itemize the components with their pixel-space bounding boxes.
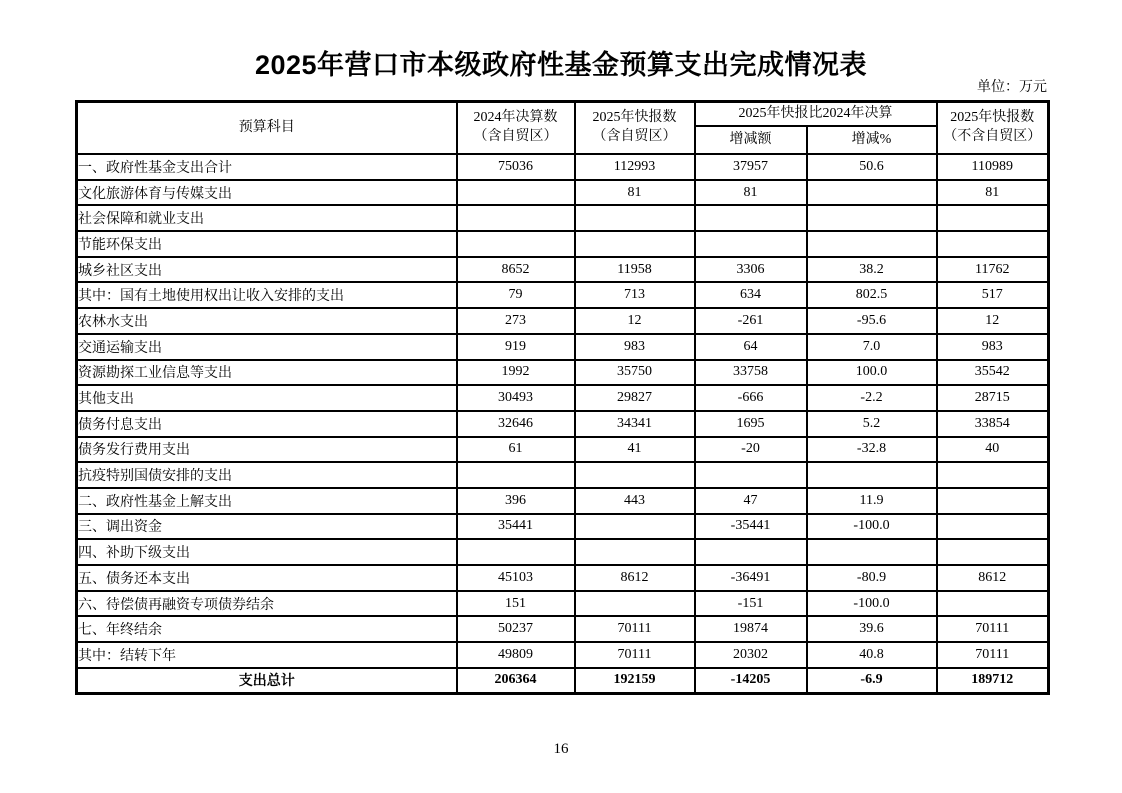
subject-cell: 抗疫特别国债安排的支出 bbox=[77, 462, 457, 488]
value-cell bbox=[807, 539, 937, 565]
value-cell: -95.6 bbox=[807, 308, 937, 334]
value-cell: -261 bbox=[695, 308, 807, 334]
subject-cell: 三、调出资金 bbox=[77, 514, 457, 540]
table-row bbox=[77, 488, 1049, 514]
table-row bbox=[77, 180, 1049, 206]
value-cell bbox=[575, 591, 695, 617]
table-row bbox=[77, 668, 1049, 694]
value-cell: 112993 bbox=[575, 154, 695, 180]
value-cell: 35542 bbox=[937, 360, 1049, 386]
value-cell: 8612 bbox=[937, 565, 1049, 591]
header-diff-percent: 增减% bbox=[807, 126, 937, 154]
value-cell: 64 bbox=[695, 334, 807, 360]
header-2024-line1: 2024年决算数 bbox=[473, 110, 558, 126]
value-cell bbox=[457, 539, 575, 565]
value-cell bbox=[937, 591, 1049, 617]
value-cell bbox=[937, 539, 1049, 565]
value-cell: 443 bbox=[575, 488, 695, 514]
value-cell: -666 bbox=[695, 385, 807, 411]
value-cell: 39.6 bbox=[807, 616, 937, 642]
subject-cell: 债务付息支出 bbox=[77, 411, 457, 437]
header-subject: 预算科目 bbox=[77, 102, 457, 155]
header-comparison: 2025年快报比2024年决算 bbox=[695, 102, 937, 127]
table-row bbox=[77, 437, 1049, 463]
value-cell bbox=[457, 205, 575, 231]
subject-cell: 其中：国有土地使用权出让收入安排的支出 bbox=[77, 282, 457, 308]
value-cell: 81 bbox=[695, 180, 807, 206]
value-cell: 12 bbox=[937, 308, 1049, 334]
value-cell: -100.0 bbox=[807, 514, 937, 540]
value-cell: 75036 bbox=[457, 154, 575, 180]
value-cell: 34341 bbox=[575, 411, 695, 437]
value-cell bbox=[807, 231, 937, 257]
value-cell: 33758 bbox=[695, 360, 807, 386]
value-cell: 192159 bbox=[575, 668, 695, 694]
value-cell bbox=[807, 180, 937, 206]
value-cell: 713 bbox=[575, 282, 695, 308]
table-row bbox=[77, 282, 1049, 308]
subject-cell: 二、政府性基金上解支出 bbox=[77, 488, 457, 514]
budget-table bbox=[75, 100, 1050, 695]
value-cell: -100.0 bbox=[807, 591, 937, 617]
value-cell: 396 bbox=[457, 488, 575, 514]
value-cell bbox=[575, 539, 695, 565]
table-row bbox=[77, 514, 1049, 540]
value-cell: 41 bbox=[575, 437, 695, 463]
value-cell: 50.6 bbox=[807, 154, 937, 180]
value-cell bbox=[575, 514, 695, 540]
value-cell: 37957 bbox=[695, 154, 807, 180]
table-row bbox=[77, 591, 1049, 617]
value-cell: -151 bbox=[695, 591, 807, 617]
value-cell: 11762 bbox=[937, 257, 1049, 283]
value-cell: -36491 bbox=[695, 565, 807, 591]
value-cell bbox=[695, 231, 807, 257]
value-cell bbox=[937, 462, 1049, 488]
value-cell: 40 bbox=[937, 437, 1049, 463]
value-cell: 100.0 bbox=[807, 360, 937, 386]
header-2025-flash bbox=[575, 102, 695, 155]
table-header bbox=[77, 102, 1049, 155]
header-2025ex-line2: （不含自贸区） bbox=[943, 129, 1042, 144]
subject-cell: 一、政府性基金支出合计 bbox=[77, 154, 457, 180]
value-cell bbox=[457, 231, 575, 257]
table-row bbox=[77, 360, 1049, 386]
value-cell bbox=[695, 205, 807, 231]
subject-cell: 其他支出 bbox=[77, 385, 457, 411]
table-row bbox=[77, 257, 1049, 283]
value-cell: 12 bbox=[575, 308, 695, 334]
value-cell: 28715 bbox=[937, 385, 1049, 411]
value-cell bbox=[937, 488, 1049, 514]
value-cell: 1992 bbox=[457, 360, 575, 386]
value-cell: 189712 bbox=[937, 668, 1049, 694]
subject-cell: 支出总计 bbox=[77, 668, 457, 694]
header-2025-line1: 2025年快报数 bbox=[592, 110, 677, 126]
value-cell: 5.2 bbox=[807, 411, 937, 437]
subject-cell: 资源勘探工业信息等支出 bbox=[77, 360, 457, 386]
page-title: 2025年营口市本级政府性基金预算支出完成情况表 bbox=[254, 50, 868, 80]
value-cell: -80.9 bbox=[807, 565, 937, 591]
header-2025ex-line1: 2025年快报数 bbox=[950, 110, 1035, 126]
table-row bbox=[77, 642, 1049, 668]
table-row bbox=[77, 411, 1049, 437]
value-cell bbox=[575, 205, 695, 231]
value-cell: 29827 bbox=[575, 385, 695, 411]
value-cell: 110989 bbox=[937, 154, 1049, 180]
header-2025-line2: （含自贸区） bbox=[592, 129, 677, 144]
table-row bbox=[77, 334, 1049, 360]
table-row bbox=[77, 385, 1049, 411]
value-cell: 8652 bbox=[457, 257, 575, 283]
value-cell: 70111 bbox=[937, 642, 1049, 668]
subject-cell: 文化旅游体育与传媒支出 bbox=[77, 180, 457, 206]
header-diff-amount: 增减额 bbox=[695, 126, 807, 154]
table-row bbox=[77, 462, 1049, 488]
table-row bbox=[77, 205, 1049, 231]
value-cell: 30493 bbox=[457, 385, 575, 411]
budget-table-container bbox=[75, 100, 1047, 695]
value-cell: -20 bbox=[695, 437, 807, 463]
value-cell: 70111 bbox=[575, 616, 695, 642]
value-cell: 81 bbox=[575, 180, 695, 206]
value-cell bbox=[575, 462, 695, 488]
value-cell: -35441 bbox=[695, 514, 807, 540]
value-cell: 81 bbox=[937, 180, 1049, 206]
subject-cell: 社会保障和就业支出 bbox=[77, 205, 457, 231]
value-cell: 49809 bbox=[457, 642, 575, 668]
table-body bbox=[77, 154, 1049, 693]
value-cell: 50237 bbox=[457, 616, 575, 642]
value-cell: 38.2 bbox=[807, 257, 937, 283]
value-cell: 273 bbox=[457, 308, 575, 334]
value-cell: 20302 bbox=[695, 642, 807, 668]
subject-cell: 节能环保支出 bbox=[77, 231, 457, 257]
table-row bbox=[77, 616, 1049, 642]
value-cell bbox=[575, 231, 695, 257]
header-2025-flash-excl bbox=[937, 102, 1049, 155]
subject-cell: 农林水支出 bbox=[77, 308, 457, 334]
table-row bbox=[77, 539, 1049, 565]
value-cell: 7.0 bbox=[807, 334, 937, 360]
value-cell: 1695 bbox=[695, 411, 807, 437]
subject-cell: 七、年终结余 bbox=[77, 616, 457, 642]
subject-cell: 交通运输支出 bbox=[77, 334, 457, 360]
value-cell: 45103 bbox=[457, 565, 575, 591]
subject-cell: 四、补助下级支出 bbox=[77, 539, 457, 565]
value-cell: 3306 bbox=[695, 257, 807, 283]
value-cell: 33854 bbox=[937, 411, 1049, 437]
table-row bbox=[77, 231, 1049, 257]
unit-note: 单位：万元 bbox=[977, 80, 1047, 95]
value-cell: 40.8 bbox=[807, 642, 937, 668]
subject-cell: 城乡社区支出 bbox=[77, 257, 457, 283]
value-cell: 919 bbox=[457, 334, 575, 360]
subject-cell: 债务发行费用支出 bbox=[77, 437, 457, 463]
value-cell: 70111 bbox=[575, 642, 695, 668]
value-cell bbox=[457, 462, 575, 488]
table-row bbox=[77, 308, 1049, 334]
value-cell: 35750 bbox=[575, 360, 695, 386]
value-cell: 11958 bbox=[575, 257, 695, 283]
subject-cell: 六、待偿债再融资专项债券结余 bbox=[77, 591, 457, 617]
table-row bbox=[77, 565, 1049, 591]
value-cell: -14205 bbox=[695, 668, 807, 694]
table-row bbox=[77, 154, 1049, 180]
value-cell bbox=[807, 205, 937, 231]
value-cell bbox=[807, 462, 937, 488]
value-cell: 151 bbox=[457, 591, 575, 617]
value-cell bbox=[695, 539, 807, 565]
header-2024-final bbox=[457, 102, 575, 155]
value-cell: -2.2 bbox=[807, 385, 937, 411]
value-cell bbox=[937, 231, 1049, 257]
value-cell: -6.9 bbox=[807, 668, 937, 694]
value-cell: 8612 bbox=[575, 565, 695, 591]
value-cell: 32646 bbox=[457, 411, 575, 437]
value-cell: 802.5 bbox=[807, 282, 937, 308]
value-cell bbox=[937, 514, 1049, 540]
value-cell: 983 bbox=[575, 334, 695, 360]
value-cell: 19874 bbox=[695, 616, 807, 642]
value-cell bbox=[937, 205, 1049, 231]
subject-cell: 五、债务还本支出 bbox=[77, 565, 457, 591]
value-cell: 517 bbox=[937, 282, 1049, 308]
value-cell: 11.9 bbox=[807, 488, 937, 514]
value-cell: 634 bbox=[695, 282, 807, 308]
page-number: 16 bbox=[553, 741, 569, 757]
value-cell: 983 bbox=[937, 334, 1049, 360]
value-cell: 206364 bbox=[457, 668, 575, 694]
value-cell: -32.8 bbox=[807, 437, 937, 463]
value-cell: 70111 bbox=[937, 616, 1049, 642]
value-cell bbox=[695, 462, 807, 488]
header-2024-line2: （含自贸区） bbox=[473, 129, 558, 144]
value-cell bbox=[457, 180, 575, 206]
value-cell: 79 bbox=[457, 282, 575, 308]
value-cell: 35441 bbox=[457, 514, 575, 540]
subject-cell: 其中：结转下年 bbox=[77, 642, 457, 668]
value-cell: 61 bbox=[457, 437, 575, 463]
value-cell: 47 bbox=[695, 488, 807, 514]
